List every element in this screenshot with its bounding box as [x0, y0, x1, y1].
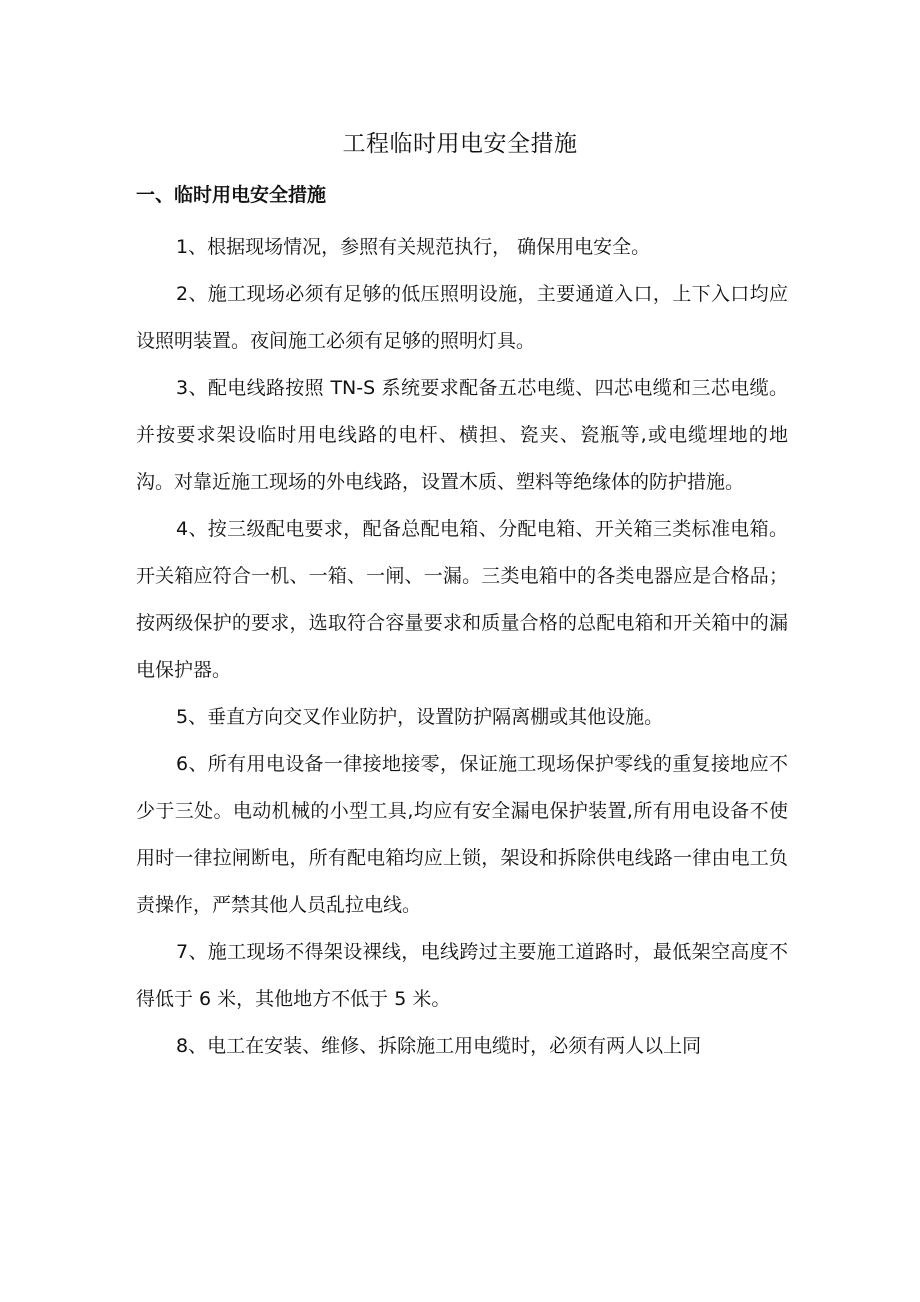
paragraph-7: 7、施工现场不得架设裸线，电线跨过主要施工道路时，最低架空高度不得低于 6 米，其他地方不低于 5 米。 — [136, 941, 788, 1010]
paragraph-5: 5、垂直方向交叉作业防护，设置防护隔离棚或其他设施。 — [176, 706, 664, 728]
section-heading: 一、临时用电安全措施 — [136, 184, 327, 206]
document-title: 工程临时用电安全措施 — [342, 131, 578, 157]
paragraph-2: 2、施工现场必须有足够的低压照明设施，主要通道入口，上下入口均应设照明装置。夜间施工必须有足够的照明灯具。 — [136, 283, 788, 352]
paragraph-1: 1、根据现场情况，参照有关规范执行， 确保用电安全。 — [176, 236, 651, 258]
paragraph-4: 4、按三级配电要求，配备总配电箱、分配电箱、开关箱三类标准电箱。开关箱应符合一机、一箱、一闸、一漏。三类电箱中的各类电器应是合格品；按两级保护的要求，选取符合容量要求和质量合格的总配电箱和开关箱中的漏电保护器。 — [136, 518, 788, 681]
paragraph-6: 6、所有用电设备一律接地接零，保证施工现场保护零线的重复接地应不少于三处。电动机械的小型工具,均应有安全漏电保护装置,所有用电设备不使用时一律拉闸断电，所有配电箱均应上锁，架设和拆除供电线路一律由电工负责操作，严禁其他人员乱拉电线。 — [136, 753, 788, 916]
paragraph-8: 8、电工在安装、维修、拆除施工用电缆时，必须有两人以上同 — [176, 1035, 702, 1057]
document-body — [136, 224, 788, 1070]
paragraph-3: 3、配电线路按照 TN-S 系统要求配备五芯电缆、四芯电缆和三芯电缆。并按要求架设临时用电线路的电杆、横担、瓷夹、瓷瓶等,或电缆埋地的地沟。对靠近施工现场的外电线路，设置木质、塑料等绝缘体的防护措施。 — [136, 377, 788, 493]
